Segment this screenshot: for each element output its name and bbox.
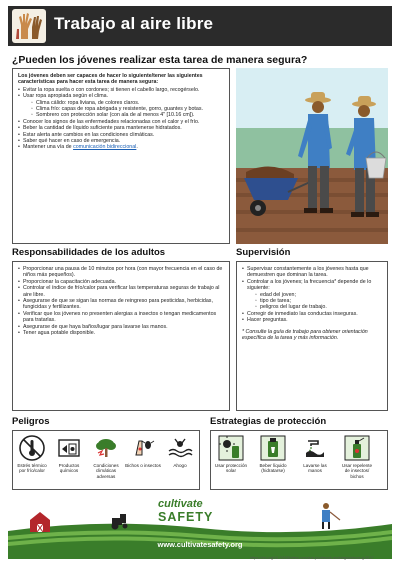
sub-list-item: ◦ Clima cálido: ropa liviana, de colores claros. [31,100,224,106]
list-item: • Supervisar constantemente a los jóvenes hasta que demuestren que dominan la tarea. [242,266,382,279]
list-item-suffix: . [136,144,138,151]
responsibilities-list [18,266,224,336]
protection-label: Usar repelente de insectos/ bichos [341,463,373,479]
list-item: • Verificar que los jóvenes no presenten alergias a insectos o tengan medicamentos para tratarlas. [18,311,224,324]
thermometer-icon [19,435,45,461]
hazard-item [88,435,124,479]
list-item: • Conocer los signos de las enfermedades relacionadas con el calor y el frío. [18,119,224,125]
hands-logo-icon [12,9,46,43]
list-item-text: Mantener una vía de [23,144,74,151]
list-item: • Controlar el índice de frío/calor para verificar las temperaturas seguras de trabajo al aire libre. [18,285,224,298]
storm-icon [93,435,119,461]
repellent-icon [344,435,370,461]
sub-list-item: ◦ tipo de tarea; [255,298,382,304]
protection-item [297,435,333,474]
question-heading: ¿Pueden los jóvenes realizar esta tarea de manera segura? [12,54,308,66]
protection-label: Usar protección solar [214,463,248,474]
hazard-item [125,435,161,468]
list-item: • Beber la cantidad de líquido suficiente para mantenerse hidratados. [18,125,224,131]
hazard-label: Condiciones climáticas adversas [93,463,119,479]
hazard-item [14,435,50,474]
clothing-sublist [31,100,224,119]
supervision-box [236,261,388,411]
supervision-list [242,266,382,324]
hazards-box [12,430,200,490]
workers-illustration [236,68,388,244]
list-item [242,279,382,311]
list-item: • Estar alerta ante cambios en las condiciones climáticas. [18,132,224,138]
list-item: • Proporcionar la capacitación adecuada. [18,279,224,285]
protection-item [255,435,291,474]
drowning-icon [167,435,193,461]
list-item: • Asegurarse de que haya baños/lugar para lavarse las manos. [18,324,224,330]
sub-list-item: ◦ edad del joven; [255,292,382,298]
communication-link[interactable]: comunicación bidireccional [73,144,137,151]
responsibilities-box [12,261,230,411]
protection-item [339,435,375,479]
list-item: • Saber qué hacer en caso de emergencia. [18,138,224,144]
supervision-heading: Supervisión [236,247,291,258]
list-item [18,144,224,150]
requirements-lead: Los jóvenes deben ser capaces de hacer lo siguiente/tener las siguientes características para hacer esta tarea de manera segura: [18,73,203,86]
protection-item [213,435,249,474]
protection-heading: Estrategias de protección [210,416,327,427]
list-item: • Proporcionar una pausa de 10 minutos por hora (con mayor frecuencia en el caso de niños más pequeños). [18,266,224,279]
list-item: • Tener agua potable disponible. [18,330,224,336]
hazard-label: Ahogo [173,463,187,468]
list-item: • Evitar la ropa suelta o con cordones; si tienen el cabello largo, recogérselo. [18,87,224,93]
safety-sheet [8,6,392,559]
frequency-sublist [255,292,382,311]
protection-box [210,430,388,490]
chemical-icon [56,435,82,461]
protection-label: Beber líquido (hidratarse) [259,463,287,474]
footer [8,496,392,559]
hazards-heading: Peligros [12,416,50,427]
brand-logo-line2: SAFETY [158,510,214,524]
hazard-label: Productos químicos [58,463,80,474]
handwash-icon [302,435,328,461]
hazard-label: Bichos o insectos [125,463,161,468]
list-item-text: Usar ropa apropiada según el clima. [23,93,109,100]
hazard-item [162,435,198,468]
hazard-label: Estrés térmico por frío/calor [17,463,47,474]
sub-list-item: ◦ Clima frío: capas de ropa abrigada y resistente, gorro, guantes y botas. [31,106,224,112]
sub-list-item: ◦ Sombrero con protección solar (con ala de al menos 4" [10.16 cm]). [31,112,224,118]
header-bar [8,6,392,46]
doi-citation[interactable]: https://doi.org/10.21636/nfmc.nccrahs.youthwork.workingoutdoors.g.2017 [250,556,374,560]
requirements-box [12,68,230,244]
insect-icon [130,435,156,461]
responsibilities-heading: Responsabilidades de los adultos [12,247,166,258]
requirements-list [18,87,224,151]
list-item: • Asegurarse de que se sigan las normas de reingreso para pesticidas, herbicidas, fungicidas y fertilizantes. [18,298,224,311]
drink-icon [260,435,286,461]
sunscreen-icon [218,435,244,461]
brand-logo-line1: cultivate [158,498,203,510]
list-item [18,93,224,119]
list-item: • Corregir de inmediato las conductas inseguras. [242,311,382,317]
hazard-item [51,435,87,474]
sub-list-item: ◦ peligros del lugar de trabajo. [255,304,382,310]
list-item: • Hacer preguntas. [242,317,382,323]
website-link[interactable]: www.cultivatesafety.org [157,540,243,549]
page-title: Trabajo al aire libre [54,14,214,33]
list-item-text: Controlar a los jóvenes; la frecuencia* depende de lo siguiente: [247,278,372,292]
protection-label: Lavarse las manos [303,463,327,474]
supervision-note: * Consulte la guía de trabajo para obtener orientación específica de la tarea y más información. [242,328,368,342]
